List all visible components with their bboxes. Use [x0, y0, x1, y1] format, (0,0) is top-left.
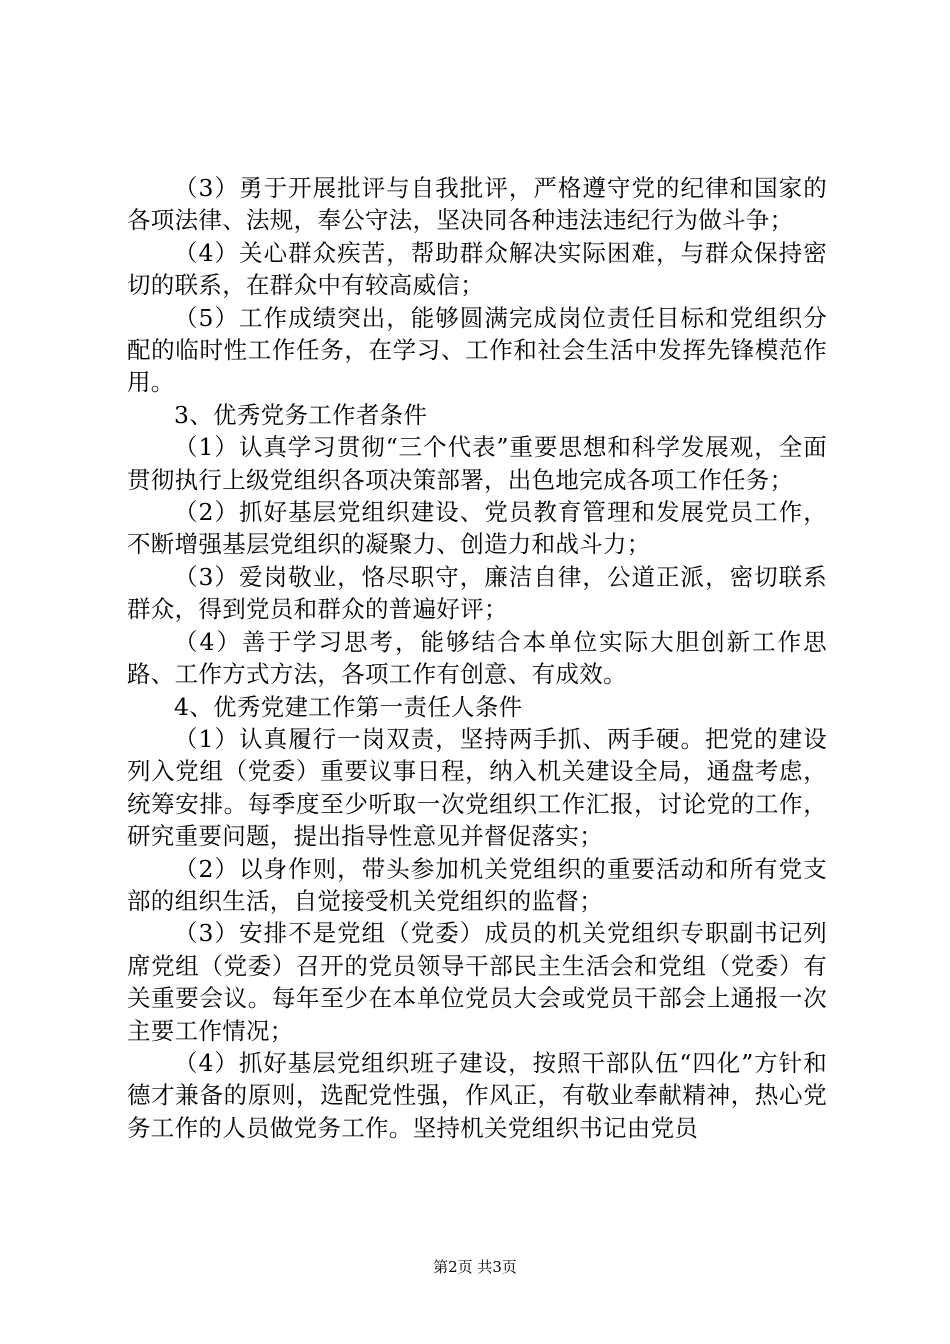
- paragraph-6: （2）抓好基层党组织建设、党员教育管理和发展党员工作，不断增强基层党组织的凝聚力、创造力和战斗力；: [127, 498, 827, 559]
- section-heading-4: 4、优秀党建工作第一责任人条件: [174, 692, 523, 721]
- paragraph-13: （4）抓好基层党组织班子建设，按照干部队伍“四化”方针和德才兼备的原则，选配党性强，作风正，有敬业奉献精神，热心党务工作的人员做党务工作。坚持机关党组织书记由党员: [127, 1048, 827, 1142]
- paragraph-7: （3）爱岗敬业，恪尽职守，廉洁自律，公道正派，密切联系群众，得到党员和群众的普遍好评；: [127, 562, 827, 624]
- paragraph-11: （2）以身作则，带头参加机关党组织的重要活动和所有党支部的组织生活，自觉接受机关党组织的监督；: [127, 854, 827, 915]
- paragraph-8: （4）善于学习思考，能够结合本单位实际大胆创新工作思路、工作方式方法，各项工作有创意、有成效。: [127, 627, 827, 689]
- paragraph-1: （3）勇于开展批评与自我批评，严格遵守党的纪律和国家的各项法律、法规，奉公守法，坚决同各种违法违纪行为做斗争；: [127, 174, 827, 235]
- paragraph-10: （1）认真履行一岗双责，坚持两手抓、两手硬。把党的建设列入党组（党委）重要议事日程，纳入机关建设全局，通盘考虑，统筹安排。每季度至少听取一次党组织工作汇报，讨论党的工作，研究重要问题，提出指导性意见并督促落实；: [127, 724, 827, 851]
- section-heading-3: 3、优秀党务工作者条件: [174, 400, 428, 429]
- paragraph-5: （1）认真学习贯彻“三个代表”重要思想和科学发展观，全面贯彻执行上级党组织各项决策部署，出色地完成各项工作任务；: [127, 433, 827, 494]
- paragraph-3: （5）工作成绩突出，能够圆满完成岗位责任目标和党组织分配的临时性工作任务，在学习、工作和社会生活中发挥先锋模范作用。: [127, 303, 827, 397]
- paragraph-2: （4）关心群众疾苦，帮助群众解决实际困难，与群众保持密切的联系，在群众中有较高威信；: [127, 238, 827, 300]
- paragraph-12: （3）安排不是党组（党委）成员的机关党组织专职副书记列席党组（党委）召开的党员领导干部民主生活会和党组（党委）有关重要会议。每年至少在本单位党员大会或党员干部会上通报一次主要工作情况；: [127, 919, 827, 1045]
- document-body: [127, 172, 827, 1144]
- page-number-footer: 第2页 共3页: [433, 1258, 517, 1276]
